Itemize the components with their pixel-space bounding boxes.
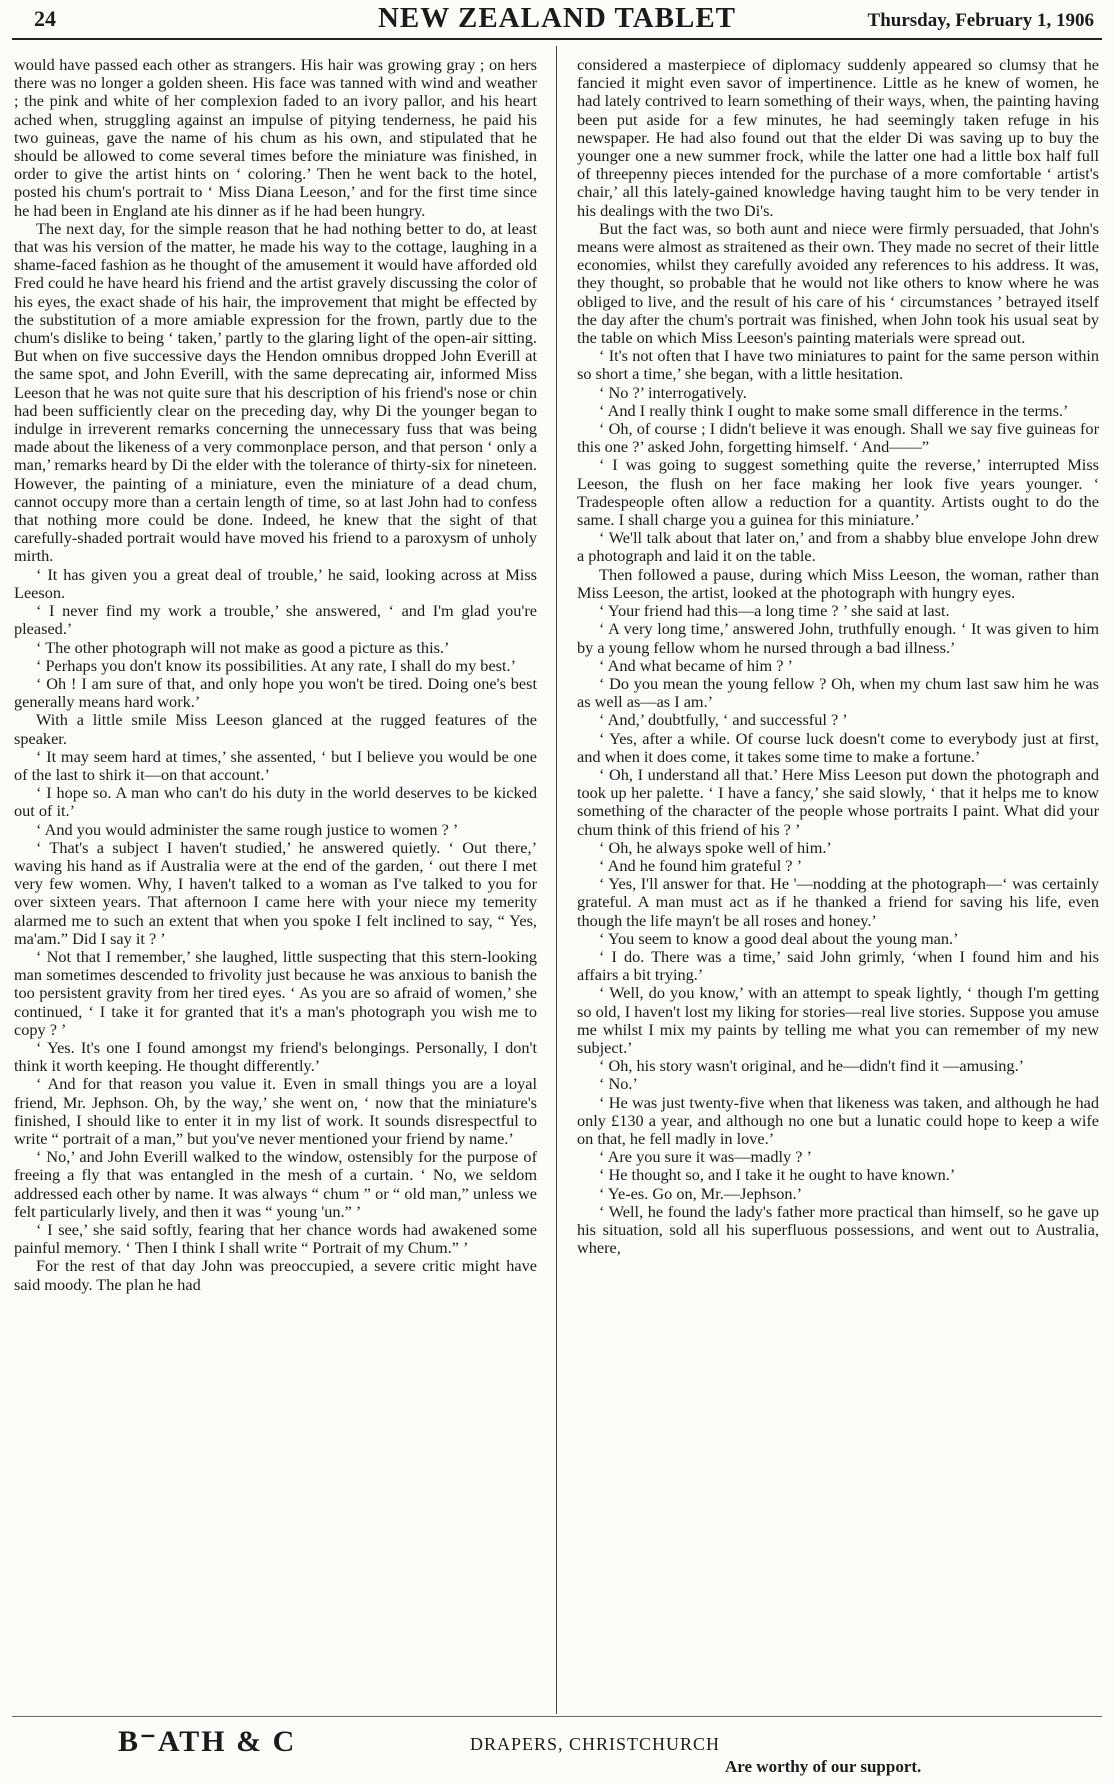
paragraph: With a little smile Miss Leeson glanced at the rugged features of the speaker. [14, 710, 537, 748]
paragraph: ‘ That's a subject I haven't studied,’ he answered quietly. ‘ Out there,’ waving his hand as if Australia were at the end of the garden, ‘ out there I met very few women. Why, I haven't talked to a woman as I've talked to you for over sixteen years. That afternoon I came here with your niece my temerity alarmed me to such an extent that when you spoke I felt inclined to say, “ Yes, ma'am.” Did I say it ? ’ [14, 837, 537, 948]
paragraph: ‘ Yes, I'll answer for that. He '—nodding at the photograph—‘ was certainly grateful. A man must act as if he thanked a friend for saving his life, even though the life mayn't be all roses and honey.’ [577, 874, 1099, 930]
right-column [577, 56, 1099, 1714]
paragraph: ‘ It has given you a great deal of trouble,’ he said, looking across at Miss Leeson. [14, 564, 537, 602]
paragraph: ‘ Oh, of course ; I didn't believe it was enough. Shall we say five guineas for this one ?’ asked John, forgetting himself. ‘ And——” [577, 419, 1099, 457]
paragraph: ‘ I do. There was a time,’ said John grimly, ‘when I found him and his affairs a bit trying.’ [577, 946, 1099, 985]
paragraph: ‘ Oh, he always spoke well of him.’ [599, 837, 832, 857]
paragraph: ‘ I never find my work a trouble,’ she answered, ‘ and I'm glad you're pleased.’ [14, 601, 537, 639]
issue-date: Thursday, February 1, 1906 [867, 10, 1094, 31]
paragraph: ‘ And he found him grateful ? ’ [599, 855, 803, 875]
paragraph: ‘ It may seem hard at times,’ she assented, ‘ but I believe you would be one of the last to shirk it—on that account.’ [14, 746, 537, 784]
paragraph: ‘ Perhaps you don't know its possibilities. At any rate, I shall do my best.’ [36, 655, 517, 675]
paragraph: ‘ No ?’ interrogatively. [599, 382, 747, 402]
paragraph: ‘ Ye-es. Go on, Mr.—Jephson.’ [599, 1183, 803, 1203]
paragraph: ‘ Yes. It's one I found amongst my friend's belongings. Personally, I don't think it worth keeping. He thought differently.’ [14, 1037, 537, 1076]
paragraph: ‘ Well, he found the lady's father more practical than himself, so he gave up his situation, sold all his superfluous possessions, and went out to Australia, where, [577, 1201, 1099, 1258]
paragraph: ‘ No.’ [599, 1074, 638, 1094]
advertisement-trade: DRAPERS, CHRISTCHURCH [470, 1734, 721, 1754]
paragraph: ‘ He thought so, and I take it he ought to have known.’ [599, 1165, 956, 1185]
paragraph: ‘ The other photograph will not make as good a picture as this.’ [36, 637, 450, 657]
paragraph: ‘ And what became of him ? ’ [599, 655, 793, 675]
paragraph: ‘ Do you mean the young fellow ? Oh, when my chum last saw him he was as well as—as I am.’ [577, 673, 1099, 712]
paragraph: ‘ Oh, I understand all that.’ Here Miss Leeson put down the photograph and took up her palette. ‘ I have a fancy,’ she said slowly, ‘ that it helps me to know something of the character of the people whose portraits I paint. What did your chum think of this friend of his ? ’ [577, 764, 1099, 839]
paragraph: ‘ Yes, after a while. Of course luck doesn't come to everybody just at first, and when it does come, it takes some time to make a fortune.’ [577, 728, 1099, 766]
page-number: 24 [34, 6, 56, 31]
footer-divider [12, 1716, 1102, 1717]
paragraph: ‘ I see,’ she said softly, fearing that her chance words had awakened some painful memory. ‘ Then I think I shall write “ Portrait of my Chum.” ’ [14, 1220, 537, 1258]
paragraph: ‘ He was just twenty-five when that likeness was taken, and although he had only £130 a year, and although no one but a lunatic could hope to keep a wife on that, he fell madly in love.’ [577, 1092, 1099, 1148]
paragraph: ‘ And,’ doubtfully, ‘ and successful ? ’ [599, 710, 848, 730]
paragraph: ‘ Not that I remember,’ she laughed, little suspecting that this stern-looking man sometimes descended to frivolity just because he was anxious to banish the too persistent gravity from her tired eyes. ‘ As you are so afraid of women,’ she continued, ‘ I take it for granted that it's a man's photograph you wish me to copy ? ’ [14, 946, 537, 1039]
paragraph: The next day, for the simple reason that he had nothing better to do, at least that was his version of the matter, he made his way to the cottage, laughing in a shame-faced fashion as he thought of the amusement it would have afforded old Fred could he have heard his friend and the artist gravely discussing the color of his eyes, the exact shade of his hair, the improvement that might be effected by the substitution of a more amiable expression for the frown, partly due to the chum's dislike to being ‘ taken,’ partly to the glaring light of the open-air sitting. But when on five successive days the Hendon omnibus dropped John Everill at the same spot, and John Everill, with the same deprecating air, informed Miss Leeson that he was not quite sure that his description of his friend's nose or chin had been sufficiently clear on the preceding day, why Di the younger began to indulge in irreverent remarks concerning the unnecessary fuss that was being made about the likeness of a very commonplace person, and that person ‘ only a man,’ remarks heard by Di the elder with the tolerance of thirty-six for nineteen. However, the painting of a miniature, even the miniature of a dead chum, cannot occupy more than a certain length of time, so at last John had to confess that nothing more could be done. Indeed, he knew that the sight of that carefully-shaded portrait would have moved his friend to a paroxysm of unholy mirth. [14, 218, 537, 566]
paragraph: ‘ Well, do you know,’ with an attempt to speak lightly, ‘ though I'm getting so old, I haven't lost my liking for stories—real live stories. Suppose you amuse me whilst I mix my paints by telling me what you can remember of my new subject.’ [577, 983, 1099, 1057]
paragraph: ‘ And I really think I ought to make some small difference in the terms.’ [599, 400, 1069, 420]
left-column [14, 56, 537, 1714]
paragraph: ‘ Are you sure it was—madly ? ’ [599, 1147, 812, 1167]
paragraph: For the rest of that day John was preoccupied, a severe critic might have said moody. The plan he had [14, 1256, 537, 1294]
paragraph: ‘ I was going to suggest something quite the reverse,’ interrupted Miss Leeson, the flush on her face making her look five years younger. ‘ Tradespeople often allow a reduction for a quantity. Artists ought to do the same. I shall charge you a guinea for this miniature.’ [577, 455, 1099, 530]
paragraph: ‘ Oh, his story wasn't original, and he—didn't find it —amusing.’ [599, 1056, 1025, 1076]
advertisement-name: B⁻ATH & C [118, 1725, 297, 1758]
paragraph: ‘ I hope so. A man who can't do his duty in the world deserves to be kicked out of it.’ [14, 783, 537, 821]
newspaper-title: NEW ZEALAND TABLET [377, 2, 737, 34]
paragraph: Then followed a pause, during which Miss Leeson, the woman, rather than Miss Leeson, the artist, looked at the photograph with hungry eyes. [577, 564, 1099, 602]
column-divider [556, 46, 557, 1714]
paragraph: ‘ And you would administer the same rough justice to women ? ’ [36, 819, 459, 839]
paragraph: ‘ No,’ and John Everill walked to the window, ostensibly for the purpose of freeing a fly that was entangled in the mesh of a curtain. ‘ No, we seldom addressed each other by name. It was always “ chum ” or “ old man,” unless we felt particularly lively, and then it was “ young 'un.” ’ [14, 1147, 537, 1221]
paragraph: ‘ It's not often that I have two miniatures to paint for the same person within so short a time,’ she began, with a little hesitation. [577, 346, 1099, 384]
paragraph: ‘ You seem to know a good deal about the young man.’ [599, 928, 959, 948]
support-note: Are worthy of our support. [725, 1757, 922, 1776]
paragraph: would have passed each other as strangers. His hair was growing gray ; on hers there was no longer a golden sheen. His face was tanned with wind and weather ; the pink and white of her complexion faded to an ivory pallor, and his heart ached when, struggling against an impulse of pitying tenderness, he paid his two guineas, gave the name of his chum as his own, and stipulated that he should be allowed to come several times before the miniature was finished, in order to give the artist hints on ‘ coloring.’ Then he went back to the hotel, posted his chum's portrait to ‘ Miss Diana Leeson,’ and for the first time since he had been in England ate his dinner as if he had been hungry. [14, 56, 537, 220]
paragraph: ‘ Oh ! I am sure of that, and only hope you won't be tired. Doing one's best generally means hard work.’ [14, 673, 537, 712]
paragraph: ‘ And for that reason you value it. Even in small things you are a loyal friend, Mr. Jephson. Oh, by the way,’ she went on, ‘ now that the miniature's finished, I should like to enter it in my list of work. It sounds disrespectful to write “ portrait of a man,” but you've never mentioned your friend by name.’ [14, 1074, 537, 1148]
paragraph: ‘ Your friend had this—a long time ? ’ she said at last. [599, 601, 950, 621]
paragraph: ‘ A very long time,’ answered John, truthfully enough. ‘ It was given to him by a young fellow whom he nursed through a bad illness.’ [577, 619, 1099, 657]
paragraph: ‘ We'll talk about that later on,’ and from a shabby blue envelope John drew a photograph and laid it on the table. [577, 528, 1099, 566]
paragraph: But the fact was, so both aunt and niece were firmly persuaded, that John's means were almost as straitened as their own. They made no secret of their little economies, whilst they carefully avoided any references to his address. It was, they thought, so probable that he would not like others to know where he was obliged to live, and the result of his care of his ‘ circumstances ’ betrayed itself the day after the chum's portrait was finished, when John took his usual seat by the table on which Miss Leeson's painting materials were spread out. [577, 218, 1099, 348]
masthead [12, 4, 1102, 40]
paragraph: considered a masterpiece of diplomacy suddenly appeared so clumsy that he fancied it might even savor of impertinence. Little as he knew of women, he had lately contrived to learn something of their ways, when, the painting having been put aside for a few minutes, he had seemingly taken refuge in his newspaper. He had also found out that the elder Di was saving up to buy the younger one a new summer frock, while the latter one had a little box half full of threepenny pieces intended for the purchase of a more comfortable ‘ artist's chair,’ all this lately-gained knowledge having taught him to be very tender in his dealings with the two Di's. [577, 56, 1099, 220]
